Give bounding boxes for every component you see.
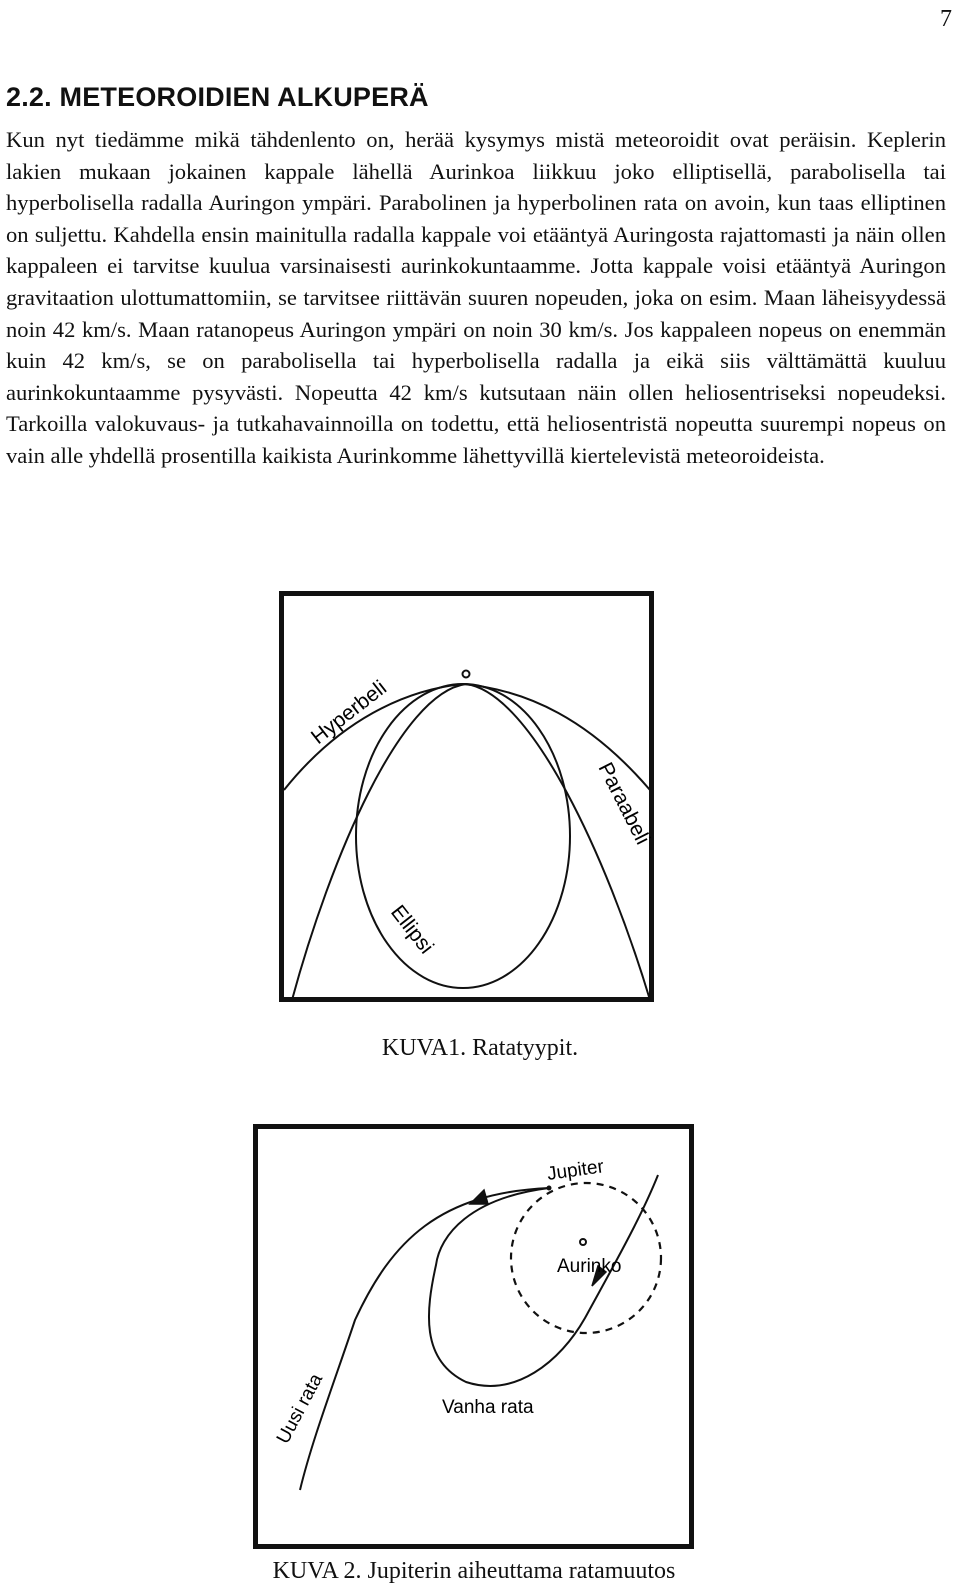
old-orbit-curve: [429, 1175, 658, 1386]
figure1-caption: KUVA1. Ratatyypit.: [381, 1035, 579, 1061]
sun-label: Aurinko: [557, 1256, 622, 1277]
figure2-caption: KUVA 2. Jupiterin aiheuttama ratamuutos: [272, 1558, 676, 1584]
section-heading: 2.2. METEOROIDIEN ALKUPERÄ: [6, 82, 429, 112]
new-orbit-arrow-icon: [470, 1190, 488, 1204]
new-orbit-label: Uusi rata: [272, 1370, 328, 1448]
parabola-label: Paraabeli: [593, 758, 655, 849]
figure2-frame: [256, 1127, 692, 1547]
ellipse-label: Ellipsi: [386, 900, 438, 959]
sun-dot: [580, 1239, 586, 1245]
ellipse-curve: [356, 684, 570, 988]
jupiter-label: Jupiter: [545, 1156, 606, 1185]
orbit-types-figure: [270, 590, 670, 1010]
new-orbit-curve: [300, 1188, 549, 1490]
hyperbola-label: Hyperbeli: [306, 676, 391, 749]
old-orbit-label: Vanha rata: [442, 1397, 534, 1418]
jupiter-dot: [547, 1186, 552, 1191]
hyperbola-curve: [284, 684, 650, 790]
page-number: 7: [940, 6, 952, 32]
body-paragraph: Kun nyt tiedämme mikä tähdenlento on, herää kysymys mistä meteoroidit ovat peräisin. Keplerin lakien mukaan jokainen kappale lähellä Aurinkoa liikkuu joko elliptisellä, parabolisella tai hyperbolisella radalla Auringon ympäri. Parabolinen ja hyperbolinen rata on avoin, kun taas elliptinen on suljettu. Kahdella ensin mainitulla radalla kappale voi etääntyä Auringosta rajattomasti ja näin ollen kappaleen ei tarvitse kuulua varsinaisesti aurinkokuntaamme. Jotta kappale voisi etääntyä Auringon gravitaation ulottumattomiin, se tarvitsee riittävän suuren nopeuden, joka on esim. Maan läheisyydessä noin 42 km/s. Maan ratanopeus Auringon ympäri on noin 30 km/s. Jos kappaleen nopeus on enemmän kuin 42 km/s, se on parabolisella tai hyperbolisella radalla ja eikä siis välttämättä kuuluu aurinkokuntaamme pysyvästi. Nopeutta 42 km/s kutsutaan näin ollen heliosentriseksi nopeudeksi. Tarkoilla valokuvaus- ja tutkahavainnoilla on todettu, että heliosentristä nopeutta suurempi nopeus on vain alle yhdellä prosentilla kaikista Aurinkomme lähettyvillä kiertelevistä meteoroideista.: [6, 127, 946, 468]
sun-dot: [463, 671, 470, 678]
jupiter-orbit-figure: [250, 1120, 700, 1560]
figure1-frame: [282, 594, 652, 1000]
